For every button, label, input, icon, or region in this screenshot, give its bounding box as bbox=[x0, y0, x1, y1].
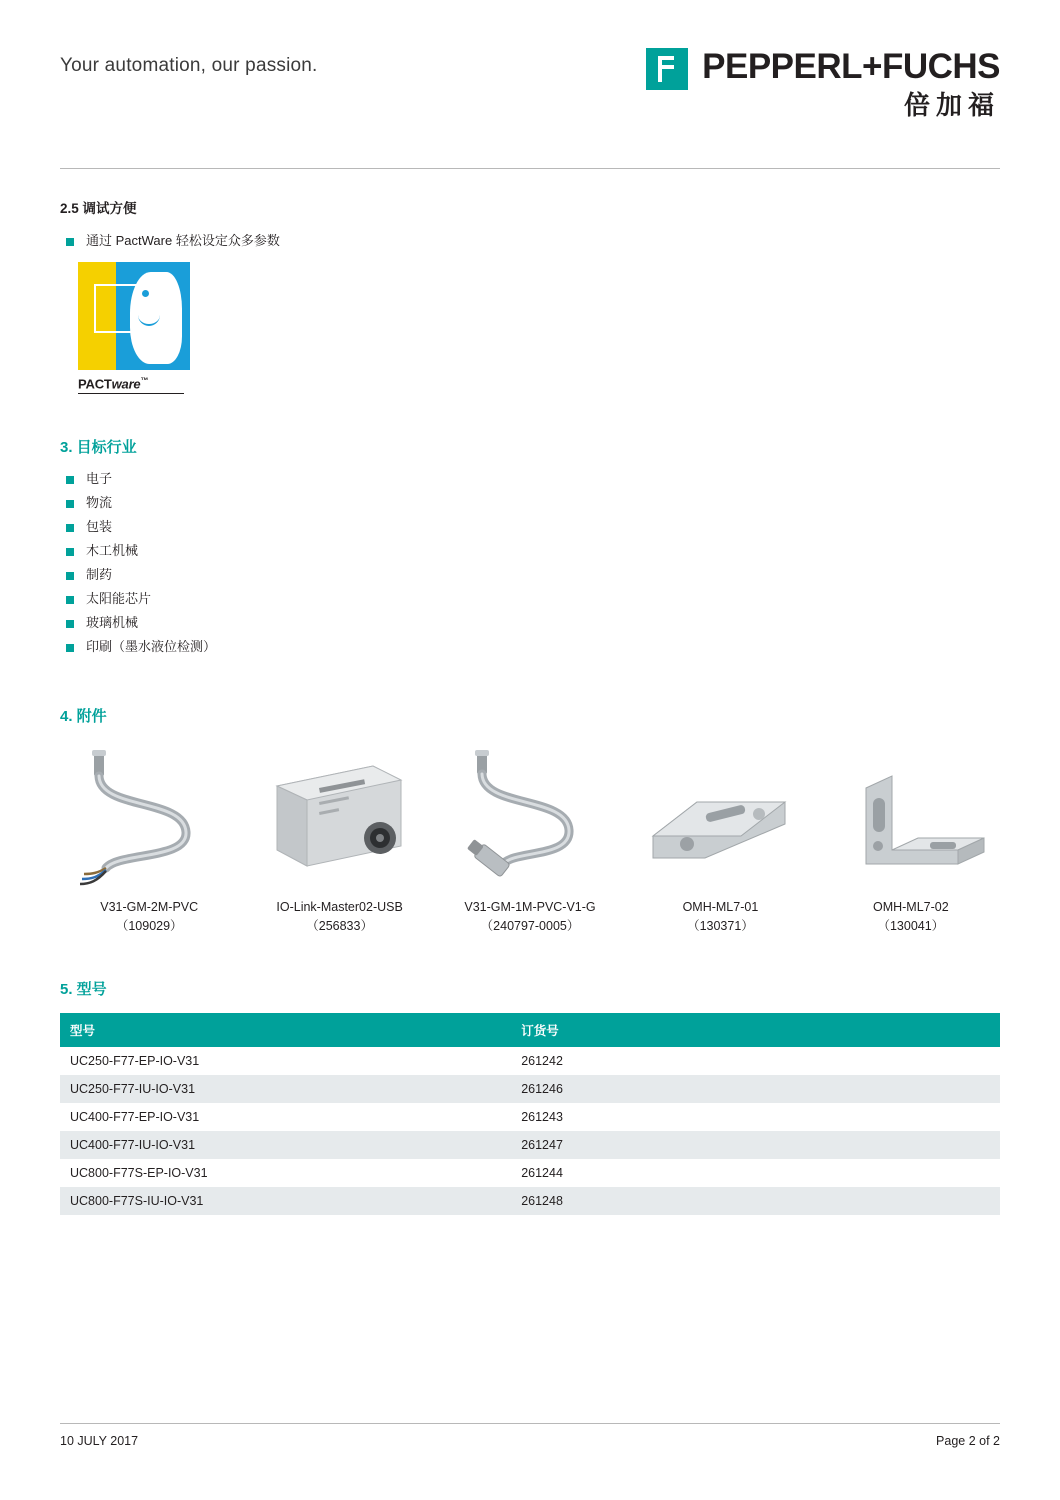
table-row bbox=[60, 1187, 1000, 1215]
table-header-row bbox=[60, 1013, 1000, 1047]
cell-model: UC800-F77S-EP-IO-V31 bbox=[60, 1159, 511, 1187]
square-bullet-icon bbox=[66, 476, 74, 484]
accessories-grid bbox=[60, 740, 1000, 936]
pactware-caption-italic: ware bbox=[111, 376, 141, 392]
accessory-code: （256833） bbox=[306, 919, 373, 934]
tagline: Your automation, our passion. bbox=[60, 55, 318, 76]
cell-order-code: 261243 bbox=[511, 1103, 1000, 1131]
mounting-bracket-angle-image bbox=[822, 740, 1000, 890]
brand-name: PEPPERL+FUCHS bbox=[702, 47, 1000, 86]
cell-order-code: 261247 bbox=[511, 1131, 1000, 1159]
pactware-caption-trademark: ™ bbox=[140, 376, 149, 385]
section-industries-title: 3. 目标行业 bbox=[60, 439, 137, 457]
spacer-3 bbox=[60, 936, 1000, 978]
square-bullet-icon bbox=[66, 644, 74, 652]
table-row bbox=[60, 1047, 1000, 1075]
pactware-image bbox=[78, 262, 190, 370]
industry-label: 包装 bbox=[86, 519, 113, 535]
accessory-code: （240797-0005） bbox=[480, 919, 580, 934]
square-bullet-icon bbox=[66, 572, 74, 580]
accessory-code: （130041） bbox=[877, 919, 945, 934]
accessory-name: V31-GM-2M-PVC bbox=[100, 900, 199, 915]
industry-item-0 bbox=[60, 471, 1000, 486]
industry-label: 印刷（墨水液位检测） bbox=[86, 639, 217, 655]
industry-label: 玻璃机械 bbox=[86, 615, 139, 631]
industry-item-1 bbox=[60, 495, 1000, 510]
accessory-item-2 bbox=[441, 740, 619, 936]
accessory-name: IO-Link-Master02-USB bbox=[276, 900, 403, 915]
accessory-item-1 bbox=[250, 740, 428, 936]
table-row bbox=[60, 1159, 1000, 1187]
spacer-1 bbox=[60, 394, 1000, 436]
footer-divider bbox=[60, 1423, 1000, 1424]
spacer-2 bbox=[60, 663, 1000, 705]
brand-wordmark bbox=[702, 48, 1000, 122]
pactware-line-top bbox=[94, 284, 140, 286]
square-bullet-icon bbox=[66, 596, 74, 604]
table-row bbox=[60, 1103, 1000, 1131]
square-bullet-icon bbox=[66, 620, 74, 628]
industry-label: 木工机械 bbox=[86, 543, 139, 559]
column-header-order-code: 订货号 bbox=[511, 1013, 1000, 1047]
cable-double-connector-image bbox=[441, 740, 619, 890]
accessory-item-0 bbox=[60, 740, 238, 936]
accessory-code: （109029） bbox=[115, 919, 183, 934]
square-bullet-icon bbox=[66, 524, 74, 532]
cable-flying-leads-image bbox=[60, 740, 238, 890]
cell-order-code: 261248 bbox=[511, 1187, 1000, 1215]
footer-page-number: Page 2 of 2 bbox=[936, 1434, 1000, 1448]
industry-item-6 bbox=[60, 615, 1000, 630]
accessory-item-4 bbox=[822, 740, 1000, 936]
industry-item-4 bbox=[60, 567, 1000, 582]
industry-item-5 bbox=[60, 591, 1000, 606]
pactware-yellow-band bbox=[78, 262, 116, 370]
industry-item-2 bbox=[60, 519, 1000, 534]
accessory-name: OMH-ML7-02 bbox=[872, 900, 949, 915]
column-header-model: 型号 bbox=[60, 1013, 511, 1047]
cell-order-code: 261246 bbox=[511, 1075, 1000, 1103]
models-table bbox=[60, 1013, 1000, 1215]
pepperl-fuchs-logo-icon bbox=[646, 48, 688, 90]
cell-model: UC800-F77S-IU-IO-V31 bbox=[60, 1187, 511, 1215]
industry-item-7 bbox=[60, 639, 1000, 654]
footer-row bbox=[60, 1434, 1000, 1448]
industry-item-3 bbox=[60, 543, 1000, 558]
cell-order-code: 261244 bbox=[511, 1159, 1000, 1187]
cell-model: UC250-F77-IU-IO-V31 bbox=[60, 1075, 511, 1103]
pactware-eye bbox=[142, 290, 149, 297]
industry-label: 电子 bbox=[86, 471, 113, 487]
table-row bbox=[60, 1131, 1000, 1159]
pactware-caption bbox=[78, 376, 184, 394]
square-bullet-icon bbox=[66, 548, 74, 556]
pactware-line-bottom bbox=[94, 331, 140, 333]
section-commissioning-title: 2.5 调试方便 bbox=[60, 201, 137, 216]
section-accessories-title: 4. 附件 bbox=[60, 708, 107, 726]
industry-label: 物流 bbox=[86, 495, 113, 511]
pactware-line-left bbox=[94, 284, 96, 332]
page-content bbox=[60, 169, 1000, 1215]
page-header bbox=[60, 0, 1000, 120]
commissioning-bullet bbox=[60, 233, 1000, 248]
brand-logo bbox=[646, 48, 1000, 122]
accessory-item-3 bbox=[631, 740, 809, 936]
table-row bbox=[60, 1075, 1000, 1103]
industry-label: 太阳能芯片 bbox=[86, 591, 152, 607]
pactware-logo bbox=[78, 262, 190, 394]
pactware-caption-bold: PACT bbox=[78, 376, 112, 392]
mounting-bracket-flat-image bbox=[631, 740, 809, 890]
page-footer bbox=[60, 1423, 1000, 1448]
square-bullet-icon bbox=[66, 238, 74, 246]
brand-name-chinese: 倍加福 bbox=[903, 90, 1000, 120]
footer-date: 10 JULY 2017 bbox=[60, 1434, 139, 1448]
cell-model: UC400-F77-EP-IO-V31 bbox=[60, 1103, 511, 1131]
accessory-name: OMH-ML7-01 bbox=[682, 900, 759, 915]
industry-label: 制药 bbox=[86, 567, 113, 583]
square-bullet-icon bbox=[66, 500, 74, 508]
section-models-title: 5. 型号 bbox=[60, 981, 107, 999]
cell-model: UC400-F77-IU-IO-V31 bbox=[60, 1131, 511, 1159]
commissioning-bullet-label: 通过 PactWare 轻松设定众多参数 bbox=[86, 233, 280, 248]
cell-order-code: 261242 bbox=[511, 1047, 1000, 1075]
cell-model: UC250-F77-EP-IO-V31 bbox=[60, 1047, 511, 1075]
accessory-code: （130371） bbox=[687, 919, 754, 934]
accessory-name: V31-GM-1M-PVC-V1-G bbox=[464, 900, 596, 915]
io-link-master-box-image bbox=[250, 740, 428, 890]
